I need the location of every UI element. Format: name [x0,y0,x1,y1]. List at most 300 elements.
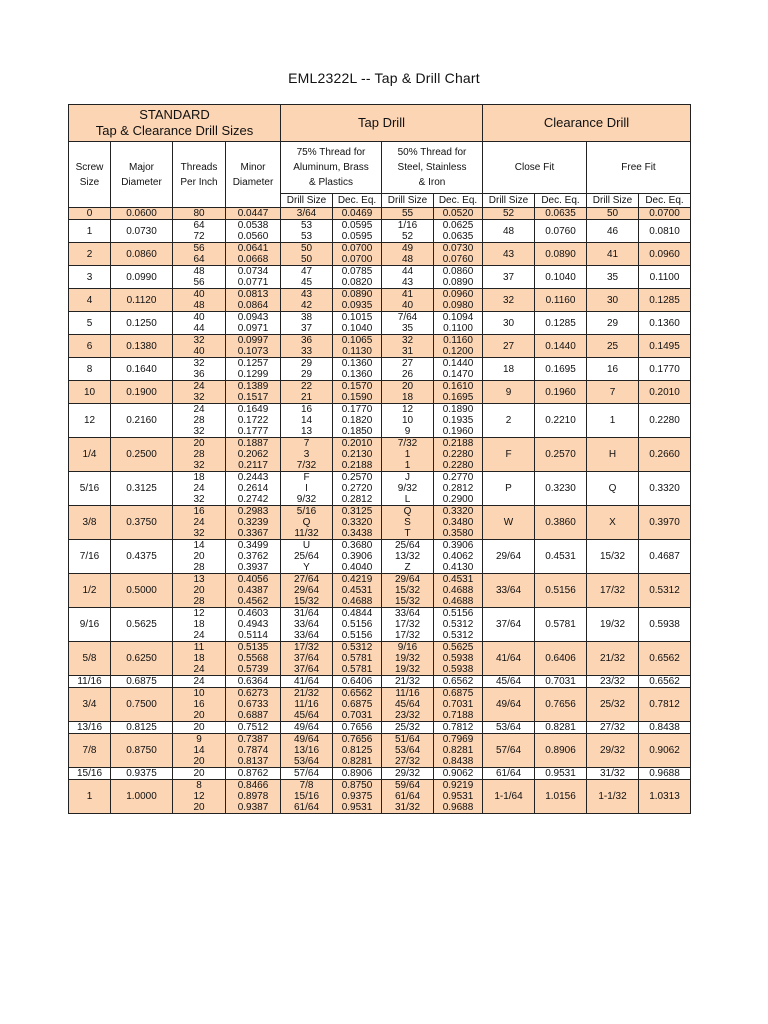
threads-per-inch-cell: 28 [173,415,226,426]
major-diameter-cell: 0.9375 [111,768,173,780]
threads-per-inch-cell: 18 [173,619,226,630]
free-fit-drill-cell: 27/32 [587,722,639,734]
steel-dec-eq-cell: 0.5312 [434,630,483,642]
steel-dec-eq-cell: 0.0730 [434,243,483,255]
threads-per-inch-cell: 10 [173,688,226,700]
threads-per-inch-cell: 14 [173,540,226,552]
close-fit-drill-cell: 32 [483,289,535,312]
alum-dec-eq-cell: 0.5156 [333,619,382,630]
steel-dec-eq-cell: 0.7969 [434,734,483,746]
steel-dec-eq-cell: 0.1935 [434,415,483,426]
threads-per-inch-cell: 36 [173,369,226,381]
steel-dec-eq-cell: 0.9062 [434,768,483,780]
threads-per-inch-cell: 18 [173,472,226,484]
standard-header [69,105,281,142]
screw-size-cell: 2 [69,243,111,266]
threads-per-inch-cell: 24 [173,404,226,416]
free-fit-dec-cell: 0.5938 [639,608,691,642]
minor-diameter-cell: 0.3762 [226,551,281,562]
alum-dec-eq-header: Dec. Eq. [333,194,382,208]
alum-drill-size-cell: 33 [281,346,333,358]
alum-drill-size-cell: 53 [281,220,333,232]
threads-per-inch-cell: 24 [173,630,226,642]
alum-drill-size-cell: 29 [281,369,333,381]
alum-drill-size-cell: 41/64 [281,676,333,688]
threads-per-inch-cell: 20 [173,722,226,734]
close-fit-dec-cell: 0.4531 [535,540,587,574]
steel-drill-size-cell: 31/32 [382,802,434,814]
alum-dec-eq-cell: 0.0935 [333,300,382,312]
screw-size-cell: 15/16 [69,768,111,780]
steel-drill-size-cell: 18 [382,392,434,404]
minor-diameter-cell: 0.1649 [226,404,281,416]
minor-diameter-cell: 0.2983 [226,506,281,518]
alum-drill-size-cell: 7/32 [281,460,333,472]
close-fit-dec-cell: 0.7656 [535,688,587,722]
major-diameter-cell: 0.0990 [111,266,173,289]
alum-drill-size-cell: 29 [281,358,333,370]
steel-drill-size-cell: 25/32 [382,722,434,734]
free-fit-dec-cell: 1.0313 [639,780,691,814]
alum-drill-size-cell: 43 [281,289,333,301]
alum-dec-eq-cell: 0.0700 [333,243,382,255]
alum-dec-eq-cell: 0.2812 [333,494,382,506]
alum-drill-size-cell: 3/64 [281,208,333,220]
free-fit-drill-cell: 25 [587,335,639,358]
threads-per-inch-cell: 32 [173,494,226,506]
major-diameter-cell: 0.2160 [111,404,173,438]
alum-drill-size-cell: 50 [281,243,333,255]
table-row [69,243,691,255]
steel-dec-eq-cell: 0.1610 [434,381,483,393]
steel-drill-size-cell: 1/16 [382,220,434,232]
threads-per-inch-cell: 40 [173,289,226,301]
alum-dec-eq-cell: 0.3438 [333,528,382,540]
major-label-2: Diameter [121,176,162,188]
close-fit-drill-cell: 53/64 [483,722,535,734]
screw-size-cell: 5/16 [69,472,111,506]
close-fit-dec-cell: 0.1160 [535,289,587,312]
close-fit-drill-cell: 18 [483,358,535,381]
steel-drill-size-cell: 27/32 [382,756,434,768]
screw-size-cell: 6 [69,335,111,358]
threads-per-inch-cell: 64 [173,254,226,266]
minor-diameter-cell: 0.5135 [226,642,281,654]
free-fit-dec-cell: 0.1100 [639,266,691,289]
close-fit-dec-cell: 0.8906 [535,734,587,768]
close-fit-drill-cell: 9 [483,381,535,404]
minor-diameter-cell: 0.0447 [226,208,281,220]
alum-dec-eq-cell: 0.2010 [333,438,382,450]
steel-drill-size-cell: 10 [382,415,434,426]
threads-per-inch-cell: 24 [173,664,226,676]
steel-drill-size-cell: 7/32 [382,438,434,450]
free-dec-eq-header: Dec. Eq. [639,194,691,208]
close-dec-eq-header: Dec. Eq. [535,194,587,208]
alum-dec-eq-cell: 0.3680 [333,540,382,552]
alum-dec-eq-cell: 0.2720 [333,483,382,494]
threads-per-inch-cell: 20 [173,585,226,596]
threads-per-inch-cell: 11 [173,642,226,654]
free-fit-drill-cell: 50 [587,208,639,220]
steel-drill-size-cell: 19/32 [382,664,434,676]
free-fit-drill-cell: X [587,506,639,540]
alum-dec-eq-cell: 0.1590 [333,392,382,404]
close-fit-drill-cell: 45/64 [483,676,535,688]
screw-size-cell: 3/8 [69,506,111,540]
table-row [69,734,691,746]
major-diameter-cell: 0.6875 [111,676,173,688]
threads-per-inch-cell: 40 [173,312,226,324]
minor-diameter-cell: 0.8762 [226,768,281,780]
minor-diameter-cell: 0.2443 [226,472,281,484]
steel-drill-size-cell: 35 [382,323,434,335]
table-row [69,335,691,347]
alum-label-1: 75% Thread for [296,147,366,158]
alum-drill-size-cell: 27/64 [281,574,333,586]
steel-dec-eq-cell: 0.5625 [434,642,483,654]
alum-dec-eq-cell: 0.7656 [333,734,382,746]
alum-drill-size-cell: 57/64 [281,768,333,780]
threads-per-inch-cell: 40 [173,346,226,358]
steel-drill-size-cell: 19/32 [382,653,434,664]
steel-dec-eq-cell: 0.2188 [434,438,483,450]
free-fit-dec-cell: 0.4687 [639,540,691,574]
steel-dec-eq-cell: 0.7188 [434,710,483,722]
threads-per-inch-cell: 32 [173,426,226,438]
steel-drill-size-cell: 1 [382,460,434,472]
steel-dec-eq-cell: 0.0860 [434,266,483,278]
alum-drill-size-cell: 47 [281,266,333,278]
alum-dec-eq-cell: 0.6406 [333,676,382,688]
steel-dec-eq-header: Dec. Eq. [434,194,483,208]
close-fit-drill-cell: F [483,438,535,472]
table-row [69,540,691,552]
steel-dec-eq-cell: 0.9219 [434,780,483,792]
threads-per-inch-cell: 12 [173,791,226,802]
alum-drill-size-cell: 16 [281,404,333,416]
threads-per-inch-cell: 44 [173,323,226,335]
minor-diameter-cell: 0.0943 [226,312,281,324]
steel-label-3: & Iron [418,177,446,188]
close-fit-drill-cell: 37 [483,266,535,289]
alum-dec-eq-cell: 0.2570 [333,472,382,484]
close-fit-dec-cell: 0.5781 [535,608,587,642]
steel-dec-eq-cell: 0.3580 [434,528,483,540]
alum-dec-eq-cell: 0.9375 [333,791,382,802]
alum-dec-eq-cell: 0.1360 [333,369,382,381]
major-diameter-cell: 0.6250 [111,642,173,676]
alum-drill-size-cell: 42 [281,300,333,312]
steel-drill-size-cell: 23/32 [382,710,434,722]
alum-dec-eq-cell: 0.1850 [333,426,382,438]
minor-diameter-cell: 0.0813 [226,289,281,301]
close-fit-drill-cell: 61/64 [483,768,535,780]
steel-drill-size-cell: 44 [382,266,434,278]
minor-diameter-cell: 0.6273 [226,688,281,700]
threads-per-inch-cell: 64 [173,220,226,232]
alum-dec-eq-cell: 0.7031 [333,710,382,722]
threads-per-inch-cell: 56 [173,243,226,255]
close-fit-dec-cell: 0.9531 [535,768,587,780]
alum-drill-size-cell: 9/32 [281,494,333,506]
minor-diameter-cell: 0.5739 [226,664,281,676]
close-fit-dec-cell: 0.1695 [535,358,587,381]
minor-diameter-cell: 0.0538 [226,220,281,232]
alum-drill-size-cell: 33/64 [281,619,333,630]
close-fit-drill-cell: 43 [483,243,535,266]
alum-drill-size-cell: 61/64 [281,802,333,814]
threads-per-inch-cell: 28 [173,449,226,460]
free-fit-header: Free Fit [587,142,691,194]
threads-per-inch-cell: 24 [173,483,226,494]
alum-dec-eq-cell: 0.1015 [333,312,382,324]
threads-label-2: Per Inch [180,176,218,188]
close-fit-dec-cell: 0.5156 [535,574,587,608]
steel-drill-size-cell: T [382,528,434,540]
close-fit-drill-cell: 52 [483,208,535,220]
free-fit-drill-cell: 7 [587,381,639,404]
steel-dec-eq-cell: 0.4062 [434,551,483,562]
alum-drill-size-cell: 53 [281,231,333,243]
steel-drill-size-cell: 7/64 [382,312,434,324]
steel-drill-size-cell: 52 [382,231,434,243]
standard-subtitle: Tap & Clearance Drill Sizes [95,123,254,138]
alum-dec-eq-cell: 0.0595 [333,220,382,232]
steel-dec-eq-cell: 0.2900 [434,494,483,506]
alum-dec-eq-cell: 0.1130 [333,346,382,358]
major-diameter-cell: 0.8750 [111,734,173,768]
steel-dec-eq-cell: 0.3906 [434,540,483,552]
page-title: EML2322L -- Tap & Drill Chart [288,70,480,86]
alum-dec-eq-cell: 0.9531 [333,802,382,814]
alum-drill-size-cell: 45/64 [281,710,333,722]
close-fit-drill-cell: 29/64 [483,540,535,574]
steel-dec-eq-cell: 0.0520 [434,208,483,220]
alum-dec-eq-cell: 0.0785 [333,266,382,278]
steel-drill-size-cell: S [382,517,434,528]
steel-drill-size-cell: 43 [382,277,434,289]
minor-diameter-cell: 0.1722 [226,415,281,426]
threads-per-inch-cell: 20 [173,756,226,768]
steel-dec-eq-cell: 0.4130 [434,562,483,574]
minor-diameter-cell: 0.1073 [226,346,281,358]
steel-drill-size-cell: 29/64 [382,574,434,586]
alum-dec-eq-cell: 0.5781 [333,664,382,676]
threads-per-inch-cell: 32 [173,392,226,404]
free-fit-dec-cell: 0.1360 [639,312,691,335]
alum-drill-size-cell: 37 [281,323,333,335]
alum-drill-size-cell: I [281,483,333,494]
screw-size-cell: 1 [69,780,111,814]
free-fit-dec-cell: 0.0960 [639,243,691,266]
alum-drill-size-cell: 7 [281,438,333,450]
alum-dec-eq-cell: 0.0595 [333,231,382,243]
free-fit-dec-cell: 0.1495 [639,335,691,358]
steel-dec-eq-cell: 0.8438 [434,756,483,768]
major-label-1: Major [128,161,154,173]
alum-dec-eq-cell: 0.0890 [333,289,382,301]
screw-size-cell: 0 [69,208,111,220]
steel-drill-size-cell: 26 [382,369,434,381]
steel-dec-eq-cell: 0.4688 [434,596,483,608]
table-row [69,688,691,700]
threads-per-inch-cell: 28 [173,562,226,574]
free-fit-drill-cell: 15/32 [587,540,639,574]
close-fit-dec-cell: 0.3230 [535,472,587,506]
screw-size-cell: 13/16 [69,722,111,734]
alum-drill-size-cell: 15/16 [281,791,333,802]
alum-drill-size-cell: 14 [281,415,333,426]
steel-drill-size-cell: 9/16 [382,642,434,654]
steel-drill-size-cell: 9/32 [382,483,434,494]
close-fit-dec-cell: 0.0760 [535,220,587,243]
screw-size-label-1: Screw [75,161,104,173]
table-row [69,358,691,370]
free-fit-dec-cell: 0.0700 [639,208,691,220]
steel-drill-size-cell: 40 [382,300,434,312]
alum-drill-size-cell: 22 [281,381,333,393]
close-fit-drill-cell: 1-1/64 [483,780,535,814]
alum-drill-size-cell: 45 [281,277,333,289]
steel-drill-size-cell: 48 [382,254,434,266]
minor-diameter-cell: 0.1389 [226,381,281,393]
steel-drill-size-cell: 20 [382,381,434,393]
steel-dec-eq-cell: 0.5938 [434,664,483,676]
major-diameter-cell: 0.3125 [111,472,173,506]
free-fit-dec-cell: 0.0810 [639,220,691,243]
free-drill-size-header: Drill Size [587,194,639,208]
steel-dec-eq-cell: 0.1094 [434,312,483,324]
steel-drill-size-cell: 1 [382,449,434,460]
minor-diameter-cell: 0.1887 [226,438,281,450]
steel-drill-size-cell: 15/32 [382,585,434,596]
screw-size-header [69,142,111,208]
steel-dec-eq-cell: 0.0760 [434,254,483,266]
close-fit-dec-cell: 0.7031 [535,676,587,688]
alum-dec-eq-cell: 0.6875 [333,699,382,710]
free-fit-drill-cell: 31/32 [587,768,639,780]
steel-dec-eq-cell: 0.1200 [434,346,483,358]
alum-dec-eq-cell: 0.2188 [333,460,382,472]
screw-size-cell: 5 [69,312,111,335]
close-fit-dec-cell: 0.0635 [535,208,587,220]
major-diameter-cell: 0.1120 [111,289,173,312]
steel-dec-eq-cell: 0.1890 [434,404,483,416]
alum-drill-size-cell: 33/64 [281,630,333,642]
close-fit-dec-cell: 0.6406 [535,642,587,676]
alum-drill-size-cell: 21 [281,392,333,404]
minor-diameter-cell: 0.2062 [226,449,281,460]
steel-drill-size-cell: Q [382,506,434,518]
major-diameter-header [111,142,173,208]
threads-per-inch-cell: 14 [173,745,226,756]
close-fit-drill-cell: 30 [483,312,535,335]
table-row [69,642,691,654]
minor-diameter-cell: 0.4387 [226,585,281,596]
screw-size-cell: 11/16 [69,676,111,688]
steel-drill-size-cell: 53/64 [382,745,434,756]
table-row [69,768,691,780]
free-fit-dec-cell: 0.5312 [639,574,691,608]
minor-diameter-cell: 0.3367 [226,528,281,540]
steel-drill-size-cell: 17/32 [382,630,434,642]
tap-drill-label: Tap Drill [358,115,405,130]
minor-diameter-cell: 0.6733 [226,699,281,710]
alum-drill-size-cell: 38 [281,312,333,324]
free-fit-drill-cell: 30 [587,289,639,312]
steel-drill-size-cell: Z [382,562,434,574]
alum-drill-size-cell: 13/16 [281,745,333,756]
alum-dec-eq-cell: 0.4688 [333,596,382,608]
major-diameter-cell: 0.7500 [111,688,173,722]
major-diameter-cell: 0.5625 [111,608,173,642]
minor-diameter-cell: 0.2742 [226,494,281,506]
steel-drill-size-cell: 13/32 [382,551,434,562]
threads-per-inch-cell: 20 [173,768,226,780]
threads-per-inch-cell: 80 [173,208,226,220]
steel-dec-eq-cell: 0.9688 [434,802,483,814]
steel-drill-size-cell: 31 [382,346,434,358]
alum-dec-eq-cell: 0.3320 [333,517,382,528]
steel-dec-eq-cell: 0.2812 [434,483,483,494]
threads-per-inch-cell: 20 [173,438,226,450]
steel-drill-size-cell: 25/64 [382,540,434,552]
alum-dec-eq-cell: 0.3125 [333,506,382,518]
free-fit-dec-cell: 0.7812 [639,688,691,722]
minor-diameter-cell: 0.1517 [226,392,281,404]
close-fit-dec-cell: 0.0890 [535,243,587,266]
alum-drill-size-cell: 21/32 [281,688,333,700]
steel-drill-size-cell: 61/64 [382,791,434,802]
steel-dec-eq-cell: 0.0625 [434,220,483,232]
steel-dec-eq-cell: 0.4531 [434,574,483,586]
table-row [69,220,691,232]
close-fit-drill-cell: 27 [483,335,535,358]
minor-diameter-cell: 0.0771 [226,277,281,289]
steel-dec-eq-cell: 0.2280 [434,449,483,460]
free-fit-dec-cell: 0.2660 [639,438,691,472]
alum-drill-size-cell: 25/64 [281,551,333,562]
steel-label-1: 50% Thread for [397,147,467,158]
threads-per-inch-cell: 8 [173,780,226,792]
close-fit-dec-cell: 0.8281 [535,722,587,734]
steel-dec-eq-cell: 0.5312 [434,619,483,630]
close-fit-drill-cell: 57/64 [483,734,535,768]
alum-dec-eq-cell: 0.5781 [333,653,382,664]
threads-per-inch-cell: 24 [173,676,226,688]
screw-size-cell: 1/4 [69,438,111,472]
screw-size-cell: 10 [69,381,111,404]
threads-per-inch-cell: 20 [173,710,226,722]
close-drill-size-header: Drill Size [483,194,535,208]
major-diameter-cell: 0.0600 [111,208,173,220]
close-fit-drill-cell: 48 [483,220,535,243]
major-diameter-cell: 0.5000 [111,574,173,608]
free-fit-dec-cell: 0.1285 [639,289,691,312]
chart-body [69,208,691,814]
threads-per-inch-cell: 32 [173,335,226,347]
free-fit-dec-cell: 0.8438 [639,722,691,734]
aluminum-thread-header [281,142,382,194]
alum-dec-eq-cell: 0.0700 [333,254,382,266]
threads-per-inch-cell: 16 [173,506,226,518]
steel-dec-eq-cell: 0.1160 [434,335,483,347]
free-fit-drill-cell: 35 [587,266,639,289]
close-fit-dec-cell: 1.0156 [535,780,587,814]
table-row [69,289,691,301]
steel-drill-size-cell: 55 [382,208,434,220]
